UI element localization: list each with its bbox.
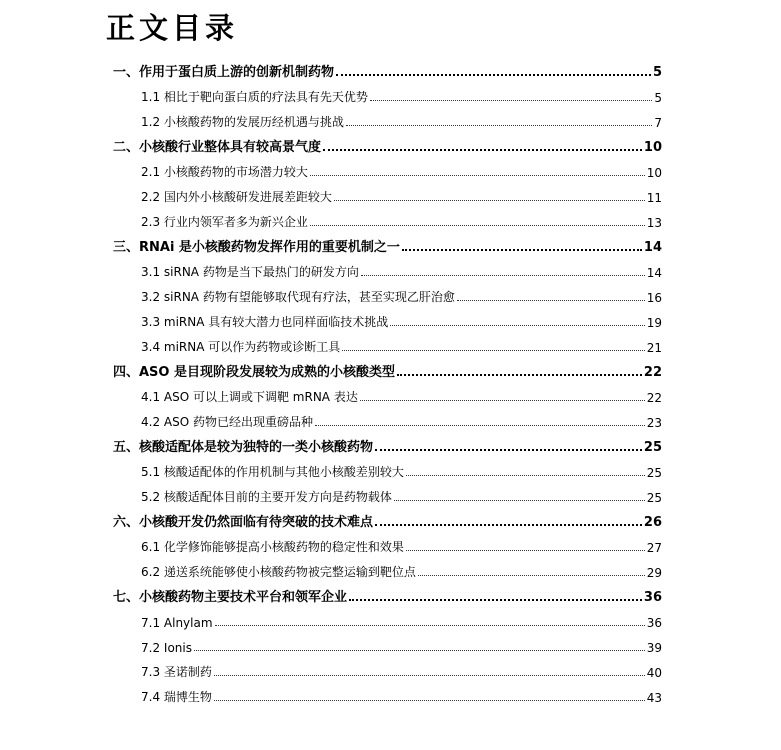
dot-leader [215, 625, 645, 626]
dot-leader [394, 500, 645, 501]
dot-leader [336, 74, 651, 76]
toc-entry-page: 43 [646, 691, 662, 705]
toc-entry-label: 2.3 行业内领军者多为新兴企业 [141, 215, 308, 229]
toc-entry-label: 1.2 小核酸药物的发展历经机遇与挑战 [141, 115, 344, 129]
toc-entry-page: 22 [646, 391, 662, 405]
dot-leader [323, 149, 642, 151]
dot-leader [370, 100, 652, 101]
toc-entry[interactable] [141, 487, 662, 505]
toc-entry-label: 7.2 Ionis [141, 641, 192, 655]
toc-entry-page: 22 [643, 365, 662, 380]
toc-entry[interactable] [141, 537, 662, 555]
toc-entry[interactable] [141, 462, 662, 480]
toc-entry-page: 10 [646, 166, 662, 180]
dot-leader [418, 575, 645, 576]
toc-entry-page: 25 [643, 440, 662, 455]
toc-entry[interactable] [141, 662, 662, 680]
dot-leader [310, 175, 645, 176]
toc-entry[interactable] [113, 587, 662, 605]
toc-entry-label: 1.1 相比于靶向蛋白质的疗法具有先天优势 [141, 90, 368, 104]
toc-entry-label: 二、小核酸行业整体具有较高景气度 [113, 140, 322, 155]
toc-entry[interactable] [141, 612, 662, 630]
toc-entry-label: 4.1 ASO 可以上调或下调靶 mRNA 表达 [141, 390, 358, 404]
toc-entry-label: 3.2 siRNA 药物有望能够取代现有疗法，甚至实现乙肝治愈 [141, 290, 455, 304]
toc-entry-label: 3.4 miRNA 可以作为药物或诊断工具 [141, 340, 341, 354]
toc-entry[interactable] [141, 387, 662, 405]
toc-entry-label: 七、小核酸药物主要技术平台和领军企业 [113, 590, 348, 605]
toc-entry-page: 29 [646, 566, 662, 580]
dot-leader [397, 374, 642, 376]
toc-entry-page: 7 [654, 116, 662, 130]
dot-leader [334, 200, 645, 201]
toc-entry-label: 3.3 miRNA 具有较大潜力也同样面临技术挑战 [141, 315, 389, 329]
toc-entry[interactable] [141, 112, 662, 130]
toc-entry-page: 26 [643, 515, 662, 530]
toc-entry-page: 25 [646, 491, 662, 505]
toc-entry-label: 7.1 Alnylam [141, 616, 213, 630]
toc-entry[interactable] [141, 187, 662, 205]
toc-entry[interactable] [113, 512, 662, 530]
toc-entry-page: 13 [646, 216, 662, 230]
toc-entry-page: 23 [646, 416, 662, 430]
dot-leader [375, 524, 642, 526]
dot-leader [346, 125, 652, 126]
toc-entry-label: 三、RNAi 是小核酸药物发挥作用的重要机制之一 [113, 240, 400, 255]
dot-leader [390, 325, 644, 326]
dot-leader [349, 599, 642, 601]
toc-entry-page: 19 [646, 316, 662, 330]
toc-entry-label: 6.2 递送系统能够使小核酸药物被完整运输到靶位点 [141, 565, 416, 579]
toc-entry[interactable] [141, 212, 662, 230]
toc-entry-label: 5.2 核酸适配体目前的主要开发方向是药物载体 [141, 490, 392, 504]
toc-entry-page: 27 [646, 541, 662, 555]
toc-entry-label: 4.2 ASO 药物已经出现重磅品种 [141, 415, 313, 429]
toc-entry[interactable] [113, 362, 662, 380]
toc-entry-page: 25 [646, 466, 662, 480]
toc-entry-label: 5.1 核酸适配体的作用机制与其他小核酸差别较大 [141, 465, 404, 479]
dot-leader [457, 300, 645, 301]
toc-entry-label: 五、核酸适配体是较为独特的一类小核酸药物 [113, 440, 374, 455]
dot-leader [194, 650, 645, 651]
toc-entry-page: 16 [646, 291, 662, 305]
dot-leader [214, 675, 645, 676]
toc-entry[interactable] [113, 437, 662, 455]
toc-entry-page: 5 [652, 65, 662, 80]
toc-entry-page: 14 [646, 266, 662, 280]
toc-entry[interactable] [141, 412, 662, 430]
toc-entry[interactable] [141, 287, 662, 305]
toc-entry[interactable] [141, 637, 662, 655]
dot-leader [310, 225, 645, 226]
toc-entry[interactable] [141, 162, 662, 180]
dot-leader [361, 275, 645, 276]
toc-entry[interactable] [141, 312, 662, 330]
toc-entry[interactable] [141, 262, 662, 280]
toc-entry-page: 21 [646, 341, 662, 355]
dot-leader [402, 249, 642, 251]
toc-entry-label: 一、作用于蛋白质上游的创新机制药物 [113, 65, 335, 80]
page-title: 正文目录 [106, 11, 239, 45]
toc-entry-page: 36 [646, 616, 662, 630]
toc-entry-page: 11 [646, 191, 662, 205]
toc-entry-label: 6.1 化学修饰能够提高小核酸药物的稳定性和效果 [141, 540, 404, 554]
toc-entry[interactable] [113, 137, 662, 155]
toc-entry-page: 5 [654, 91, 662, 105]
toc-entry[interactable] [141, 87, 662, 105]
toc-entry[interactable] [113, 237, 662, 255]
dot-leader [375, 449, 642, 451]
toc-entry[interactable] [113, 62, 662, 80]
toc-entry-label: 3.1 siRNA 药物是当下最热门的研发方向 [141, 265, 359, 279]
toc-entry[interactable] [141, 687, 662, 705]
dot-leader [214, 700, 645, 701]
dot-leader [360, 400, 645, 401]
toc-entry-label: 2.2 国内外小核酸研发进展差距较大 [141, 190, 332, 204]
toc-entry-label: 7.3 圣诺制药 [141, 665, 212, 679]
toc-entry-page: 14 [643, 240, 662, 255]
toc-entry-label: 六、小核酸开发仍然面临有待突破的技术难点 [113, 515, 374, 530]
toc-entry-page: 39 [646, 641, 662, 655]
dot-leader [406, 475, 645, 476]
toc-entry-label: 2.1 小核酸药物的市场潜力较大 [141, 165, 308, 179]
toc-entry[interactable] [141, 562, 662, 580]
toc-entry-page: 36 [643, 590, 662, 605]
dot-leader [406, 550, 645, 551]
toc-entry-label: 7.4 瑞博生物 [141, 690, 212, 704]
toc-entry-label: 四、ASO 是目现阶段发展较为成熟的小核酸类型 [113, 365, 396, 380]
dot-leader [342, 350, 644, 351]
toc-entry[interactable] [141, 337, 662, 355]
toc-entry-page: 40 [646, 666, 662, 680]
dot-leader [315, 425, 645, 426]
toc-entry-page: 10 [643, 140, 662, 155]
